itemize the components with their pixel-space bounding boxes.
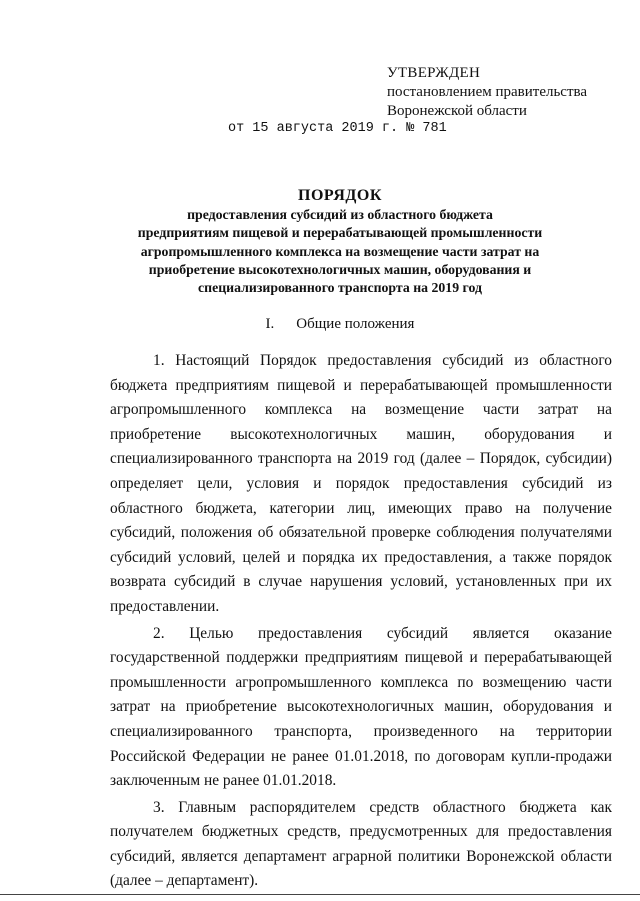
section-title: Общие положения: [296, 316, 415, 332]
paragraph: 1. Настоящий Порядок предоставления субсидий из областного бюджета предприятиям пищевой и перерабатывающей промышленности агропромышленного комплекса на возмещение части затрат на приобретение высокотехнологичных машин, оборудования и специализированного транспорта на 2019 год (далее – Порядок, субсидии) определяет цели, условия и порядок предоставления субсидий из областного бюджета, категории лиц, имеющих право на получение субсидий, положения об обязательной проверке соблюдения получателями субсидий условий, целей и порядка их предоставления, а также порядок возврата субсидий в случае нарушения условий, установленных при их предоставлении.: [110, 352, 612, 615]
date-line: от 15 августа 2019 г. № 781: [228, 121, 447, 136]
title-main: ПОРЯДОК: [298, 187, 382, 204]
approved-line-1: постановлением правительства: [387, 84, 588, 100]
approved-title: УТВЕРЖДЕН: [387, 65, 481, 81]
document-title: [60, 186, 620, 297]
approval-block: [387, 64, 587, 121]
approved-line-2: Воронежской области: [387, 103, 527, 119]
paragraph: 2. Целью предоставления субсидий является оказание государственной поддержки предприятиям пищевой и перерабатывающей промышленности агропромышленного комплекса по возмещению части затрат на приобретение высокотехнологичных машин, оборудования и специализированного транспорта, произведенного на территории Российской Федерации не ранее 01.01.2018, по договорам купли-продажи заключенным не ранее 01.01.2018.: [110, 624, 612, 790]
document-body: [110, 349, 612, 896]
section-heading: [60, 316, 620, 333]
title-line: предприятиям пищевой и перерабатывающей промышленности: [137, 225, 543, 241]
title-line: предоставления субсидий из областного бюджета: [187, 207, 493, 222]
paragraph: 3. Главным распорядителем средств областного бюджета как получателем бюджетных средств, предусмотренных для предоставления субсидий, является департамент аграрной политики Воронежской области (далее – департамент).: [110, 798, 612, 890]
page-edge-line: [0, 894, 640, 895]
section-number: I.: [265, 316, 275, 332]
title-line: приобретение высокотехнологичных машин, оборудования и: [148, 261, 532, 277]
title-line: агропромышленного комплекса на возмещение части затрат на: [140, 243, 540, 259]
title-line: специализированного транспорта на 2019 год: [198, 280, 482, 296]
